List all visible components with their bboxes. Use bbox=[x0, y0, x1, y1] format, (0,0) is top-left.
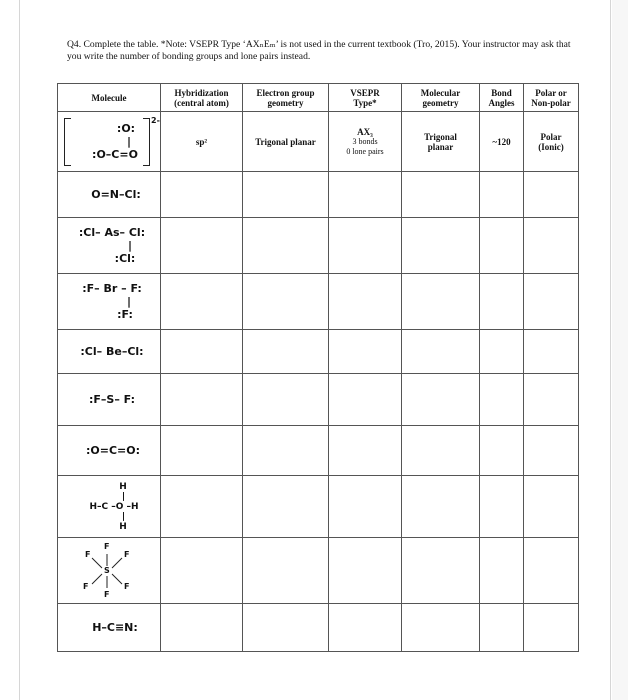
page-edge-right bbox=[610, 0, 611, 700]
worksheet-table bbox=[57, 83, 579, 652]
vsepr-type: AX₃ bbox=[357, 126, 373, 137]
molecule-hcn bbox=[58, 604, 161, 652]
electron-geometry-cell[interactable] bbox=[243, 330, 329, 374]
hybridization-cell[interactable] bbox=[161, 274, 243, 330]
bond-angle-cell[interactable] bbox=[480, 218, 524, 274]
vsepr-bonds: 3 bonds bbox=[352, 136, 378, 146]
hybridization-cell[interactable] bbox=[161, 172, 243, 218]
molecule-sf2 bbox=[58, 374, 161, 426]
hybridization-cell[interactable] bbox=[161, 538, 243, 604]
viewer-margin bbox=[612, 0, 628, 700]
lewis-line: :O=C=O: bbox=[85, 444, 140, 457]
lewis-line: :F: bbox=[117, 308, 133, 321]
molecular-geometry-cell[interactable]: Trigonal planar bbox=[402, 112, 480, 172]
ion-charge: 2- bbox=[151, 116, 160, 125]
polarity-cell[interactable]: Polar (Ionic) bbox=[524, 112, 579, 172]
bond-angle-cell[interactable] bbox=[480, 538, 524, 604]
atom-f: F bbox=[104, 589, 110, 599]
lewis-line: | bbox=[126, 295, 132, 308]
header-electron-group: Electron group geometry bbox=[243, 84, 329, 112]
vsepr-cell[interactable] bbox=[329, 426, 402, 476]
header-molecule: Molecule bbox=[58, 84, 161, 112]
lewis-line: | bbox=[121, 491, 126, 502]
vsepr-cell[interactable] bbox=[329, 218, 402, 274]
lewis-line: :Cl– As– Cl: bbox=[78, 226, 146, 239]
molecule-carbonate bbox=[58, 112, 161, 172]
lewis-line: :O–C=O bbox=[92, 148, 138, 161]
molecule-nocl bbox=[58, 172, 161, 218]
electron-geometry-cell[interactable] bbox=[243, 374, 329, 426]
electron-geometry-cell[interactable] bbox=[243, 604, 329, 652]
molecular-geometry-cell[interactable] bbox=[402, 218, 480, 274]
question-text: Q4. Complete the table. *Note: VSEPR Type ‘AXₙEₘ’ is not used in the current textbook (Tro, 2015). Your instructor may ask that you write the number of bonding groups and lone pairs instead. bbox=[67, 39, 571, 62]
polarity-cell[interactable] bbox=[524, 274, 579, 330]
electron-geometry-cell[interactable] bbox=[243, 274, 329, 330]
vsepr-cell[interactable] bbox=[329, 172, 402, 218]
lewis-line: :F– Br – F: bbox=[82, 282, 142, 295]
vsepr-cell[interactable] bbox=[329, 476, 402, 538]
table-row bbox=[58, 274, 579, 330]
bond-angle-cell[interactable] bbox=[480, 274, 524, 330]
hybridization-cell[interactable] bbox=[161, 476, 243, 538]
hybridization-cell[interactable] bbox=[161, 426, 243, 476]
bond-angle-cell[interactable]: ~120 bbox=[480, 112, 524, 172]
electron-geometry-cell[interactable] bbox=[243, 218, 329, 274]
table-row bbox=[58, 604, 579, 652]
atom-f: F bbox=[124, 549, 130, 559]
bond-angle-cell[interactable] bbox=[480, 172, 524, 218]
hybridization-cell[interactable] bbox=[161, 374, 243, 426]
header-hybridization: Hybridization (central atom) bbox=[161, 84, 243, 112]
vsepr-cell[interactable] bbox=[329, 112, 402, 172]
vsepr-cell[interactable] bbox=[329, 538, 402, 604]
electron-geometry-cell[interactable] bbox=[243, 476, 329, 538]
header-bond-angles: Bond Angles bbox=[480, 84, 524, 112]
molecular-geometry-cell[interactable] bbox=[402, 330, 480, 374]
atom-f: F bbox=[104, 541, 110, 551]
hybridization-cell[interactable] bbox=[161, 218, 243, 274]
molecule-sf6 bbox=[58, 538, 161, 604]
molecular-geometry-cell[interactable] bbox=[402, 604, 480, 652]
molecule-methanol bbox=[58, 476, 161, 538]
lewis-line: O=N–Cl: bbox=[91, 188, 141, 201]
polarity-cell[interactable] bbox=[524, 538, 579, 604]
table-row bbox=[58, 112, 579, 172]
table-row bbox=[58, 426, 579, 476]
header-row bbox=[58, 84, 579, 112]
electron-geometry-cell[interactable]: Trigonal planar bbox=[243, 112, 329, 172]
bond-angle-cell[interactable] bbox=[480, 374, 524, 426]
lewis-line: :Cl: bbox=[114, 252, 136, 265]
lewis-line: :Cl– Be–Cl: bbox=[80, 345, 144, 358]
table-row bbox=[58, 538, 579, 604]
polarity-cell[interactable] bbox=[524, 476, 579, 538]
molecular-geometry-cell[interactable] bbox=[402, 172, 480, 218]
atom-f: F bbox=[83, 581, 89, 591]
molecular-geometry-cell[interactable] bbox=[402, 374, 480, 426]
lewis-line: H bbox=[119, 481, 127, 492]
bond-angle-cell[interactable] bbox=[480, 330, 524, 374]
vsepr-cell[interactable] bbox=[329, 330, 402, 374]
polarity-cell[interactable] bbox=[524, 330, 579, 374]
vsepr-cell[interactable] bbox=[329, 374, 402, 426]
molecular-geometry-cell[interactable] bbox=[402, 274, 480, 330]
header-polarity: Polar or Non-polar bbox=[524, 84, 579, 112]
hybridization-cell[interactable]: sp² bbox=[161, 112, 243, 172]
polarity-cell[interactable] bbox=[524, 604, 579, 652]
polarity-cell[interactable] bbox=[524, 218, 579, 274]
bond-angle-cell[interactable] bbox=[480, 426, 524, 476]
polarity-cell[interactable] bbox=[524, 374, 579, 426]
molecule-co2 bbox=[58, 426, 161, 476]
header-vsepr: VSEPR Type* bbox=[329, 84, 402, 112]
molecule-becl2 bbox=[58, 330, 161, 374]
vsepr-cell[interactable] bbox=[329, 604, 402, 652]
vsepr-lone-pairs: 0 lone pairs bbox=[346, 146, 384, 156]
lewis-line: H–C –O –H bbox=[89, 501, 139, 512]
molecule-ascl3 bbox=[58, 218, 161, 274]
bond-angle-cell[interactable] bbox=[480, 476, 524, 538]
table-row bbox=[58, 476, 579, 538]
molecule-brf3 bbox=[58, 274, 161, 330]
lewis-line: | bbox=[121, 511, 126, 522]
hybridization-cell[interactable] bbox=[161, 330, 243, 374]
lewis-line: :O: bbox=[116, 122, 136, 135]
vsepr-cell[interactable] bbox=[329, 274, 402, 330]
lewis-line: :F–S– F: bbox=[89, 393, 135, 406]
header-molecular-geometry: Molecular geometry bbox=[402, 84, 480, 112]
polarity-cell[interactable] bbox=[524, 426, 579, 476]
table-row bbox=[58, 330, 579, 374]
atom-f: F bbox=[124, 581, 130, 591]
polarity-cell[interactable] bbox=[524, 172, 579, 218]
page-edge-left bbox=[19, 0, 20, 700]
lewis-line: H–C≡N: bbox=[92, 621, 138, 634]
hybridization-cell[interactable] bbox=[161, 604, 243, 652]
molecular-geometry-cell[interactable] bbox=[402, 538, 480, 604]
lewis-line: H bbox=[119, 521, 127, 532]
bond-angle-cell[interactable] bbox=[480, 604, 524, 652]
lewis-line: | bbox=[127, 239, 133, 252]
atom-f: F bbox=[85, 549, 91, 559]
atom-s: S bbox=[104, 565, 110, 575]
table-row bbox=[58, 172, 579, 218]
electron-geometry-cell[interactable] bbox=[243, 426, 329, 476]
molecular-geometry-cell[interactable] bbox=[402, 426, 480, 476]
table-row bbox=[58, 374, 579, 426]
molecular-geometry-cell[interactable] bbox=[402, 476, 480, 538]
lewis-line: | bbox=[126, 135, 132, 148]
table-row bbox=[58, 218, 579, 274]
electron-geometry-cell[interactable] bbox=[243, 538, 329, 604]
electron-geometry-cell[interactable] bbox=[243, 172, 329, 218]
